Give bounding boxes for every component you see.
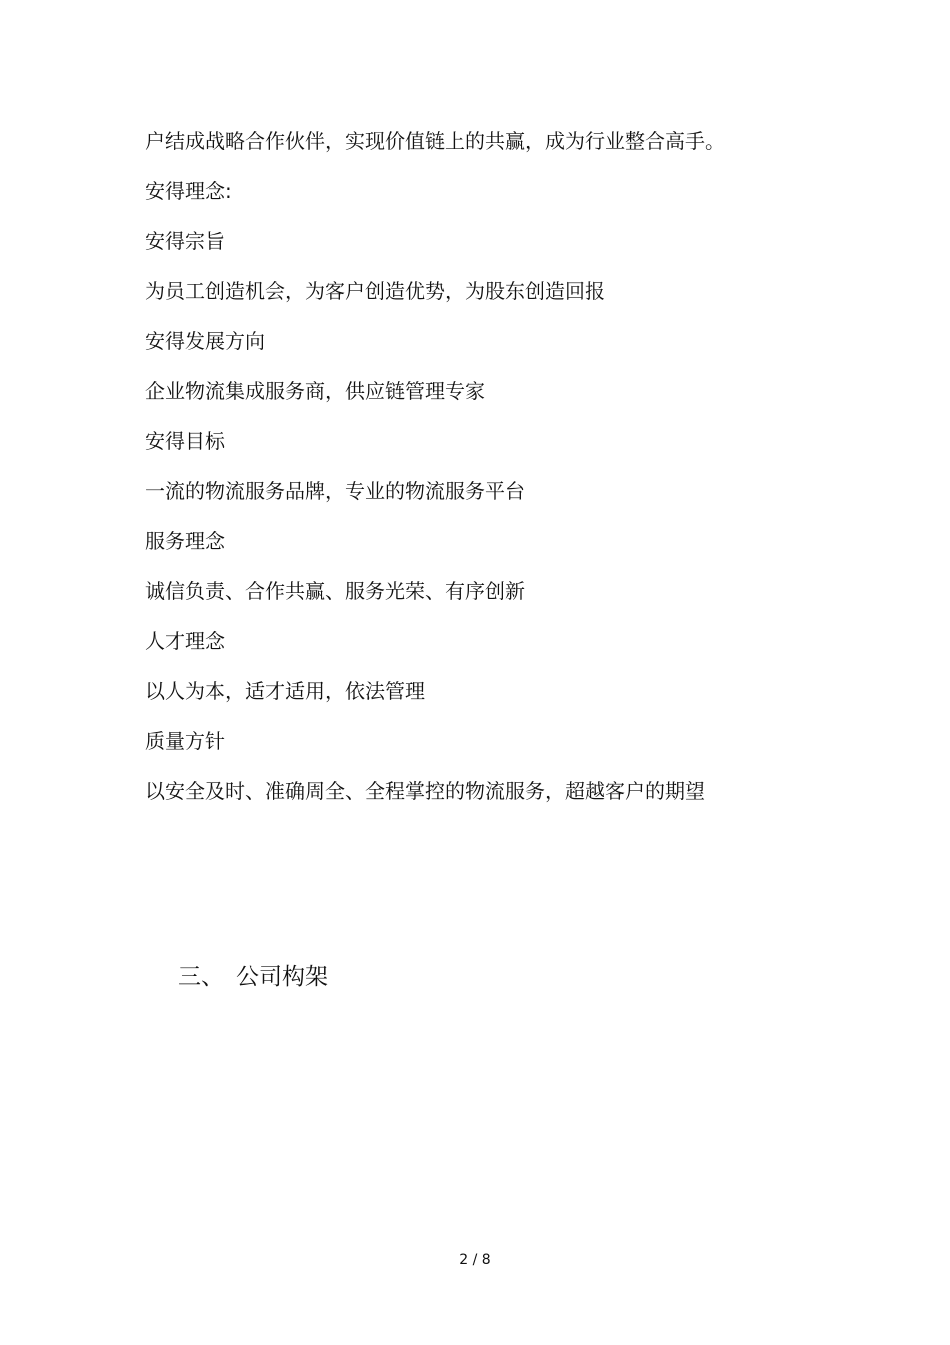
text-line: 一流的物流服务品牌，专业的物流服务平台 (145, 479, 525, 503)
text-line: 诚信负责、合作共赢、服务光荣、有序创新 (145, 579, 525, 603)
page-number: 2 / 8 (459, 1252, 491, 1268)
text-line: 户结成战略合作伙伴，实现价值链上的共赢，成为行业整合高手。 (145, 129, 725, 153)
text-line: 质量方针 (145, 729, 225, 753)
text-line: 安得发展方向 (145, 329, 265, 353)
section-heading (178, 960, 328, 994)
text-line: 以安全及时、准确周全、全程掌控的物流服务，超越客户的期望 (145, 779, 705, 803)
text-line: 为员工创造机会，为客户创造优势，为股东创造回报 (145, 279, 605, 303)
text-lines (145, 125, 865, 825)
text-line: 安得理念: (145, 179, 232, 203)
text-line: 安得宗旨 (145, 229, 225, 253)
text-line: 安得目标 (145, 429, 225, 453)
text-line: 人才理念 (145, 629, 225, 653)
text-line: 服务理念 (145, 529, 225, 553)
section-number: 三、 (178, 964, 224, 990)
section-title: 公司构架 (236, 964, 328, 990)
text-line: 企业物流集成服务商，供应链管理专家 (145, 379, 485, 403)
text-line: 以人为本，适才适用，依法管理 (145, 679, 425, 703)
